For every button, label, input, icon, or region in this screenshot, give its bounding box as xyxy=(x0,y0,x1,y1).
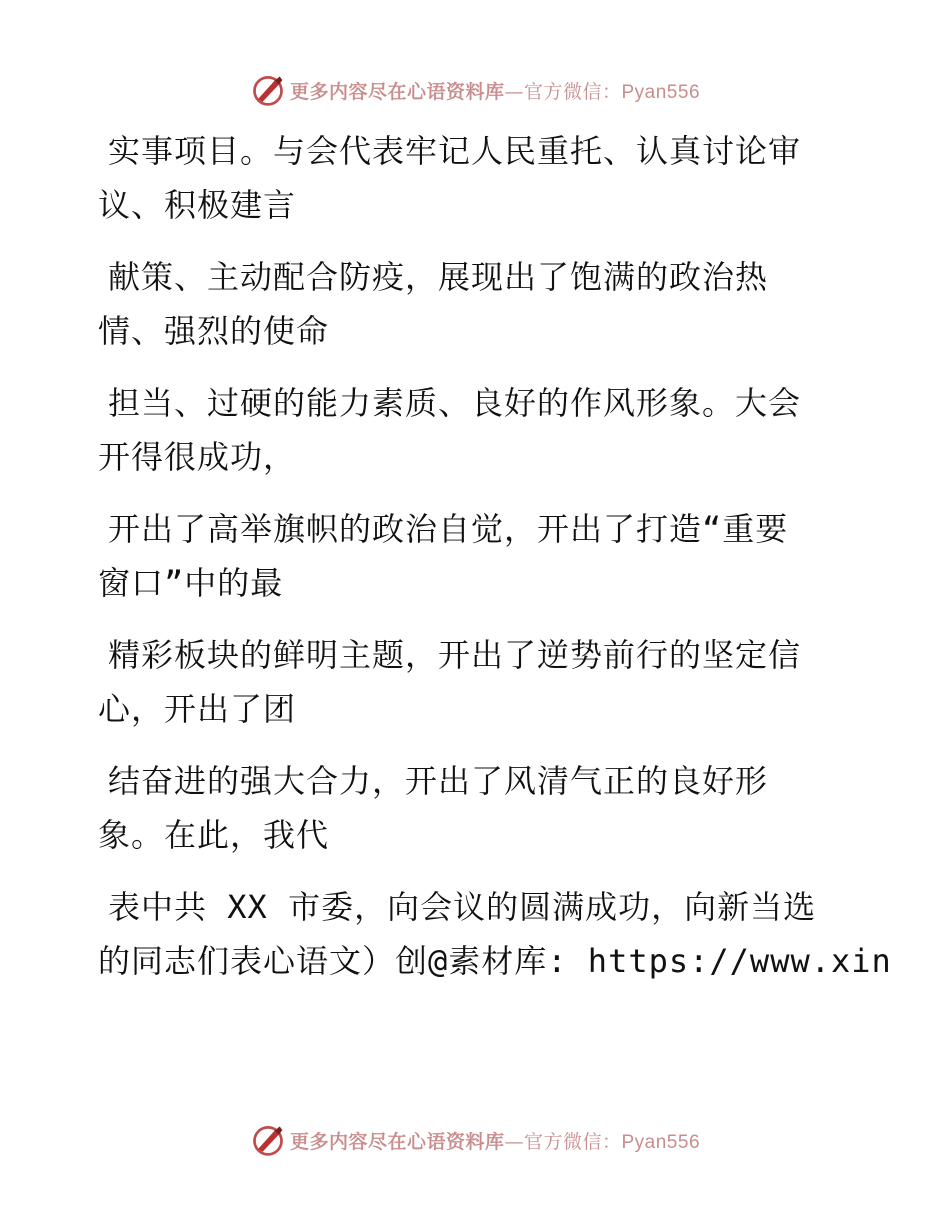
pen-logo-icon xyxy=(250,1122,286,1158)
paragraph xyxy=(98,754,898,862)
watermark-label: 官方微信： xyxy=(523,80,622,103)
paragraph xyxy=(98,628,898,736)
paragraph xyxy=(98,124,898,232)
document-body xyxy=(98,124,898,1006)
watermark-dash: — xyxy=(504,1130,524,1153)
paragraph-line: 开出了高举旗帜的政治自觉，开出了打造“重要 xyxy=(108,510,789,548)
paragraph xyxy=(98,376,898,484)
paragraph-line: 担当、过硬的能力素质、良好的作风形象。大会 xyxy=(108,384,802,422)
paragraph xyxy=(98,880,898,988)
paragraph-line: 情、强烈的使命 xyxy=(98,312,330,350)
watermark-main: 更多内容尽在心语资料库 xyxy=(289,1130,505,1153)
paragraph-line: 表中共 XX 市委，向会议的圆满成功，向新当选 xyxy=(108,888,817,926)
paragraph-line: 实事项目。与会代表牢记人民重托、认真讨论审 xyxy=(108,132,802,170)
paragraph xyxy=(98,250,898,358)
header-watermark xyxy=(0,68,950,112)
footer-watermark xyxy=(0,1118,950,1162)
watermark-text xyxy=(290,1127,700,1154)
watermark-label: 官方微信： xyxy=(523,1130,622,1153)
watermark-id: Pyan556 xyxy=(621,1131,701,1153)
watermark-text xyxy=(290,77,700,104)
paragraph xyxy=(98,502,898,610)
paragraph-line: 心，开出了团 xyxy=(98,690,297,728)
paragraph-line: 议、积极建言 xyxy=(98,186,297,224)
paragraph-line: 的同志们表心语文）创@素材库: https://www.xin xyxy=(98,942,892,980)
watermark-main: 更多内容尽在心语资料库 xyxy=(289,80,505,103)
paragraph-line: 开得很成功， xyxy=(98,438,297,476)
paragraph-line: 象。在此，我代 xyxy=(98,816,330,854)
paragraph-line: 献策、主动配合防疫，展现出了饱满的政治热 xyxy=(108,258,769,296)
paragraph-line: 精彩板块的鲜明主题，开出了逆势前行的坚定信 xyxy=(108,636,802,674)
paragraph-line: 结奋进的强大合力，开出了风清气正的良好形 xyxy=(108,762,769,800)
watermark-id: Pyan556 xyxy=(621,81,701,103)
pen-logo-icon xyxy=(250,72,286,108)
paragraph-line: 窗口”中的最 xyxy=(98,564,284,602)
watermark-dash: — xyxy=(504,80,524,103)
